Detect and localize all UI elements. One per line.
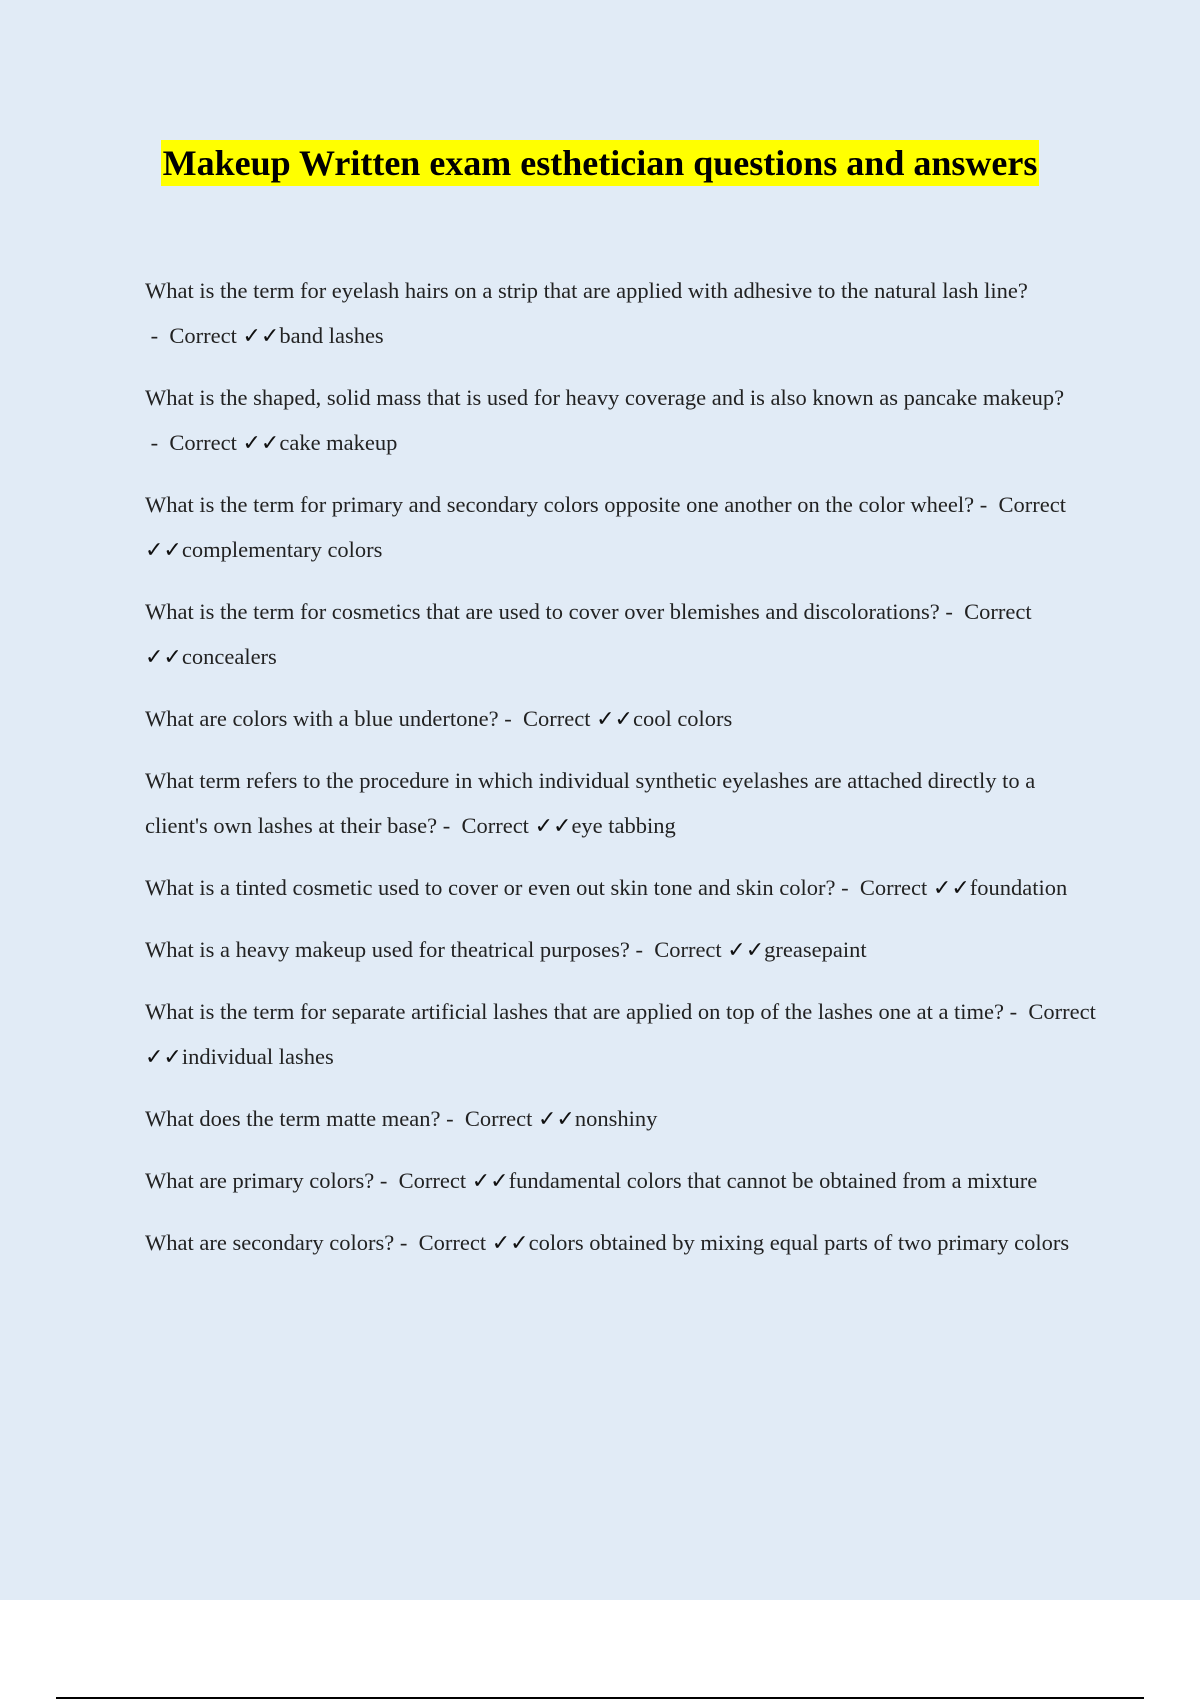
qa-list	[145, 268, 1100, 1282]
answer-text: greasepaint	[764, 937, 867, 962]
answer-text: fundamental colors that cannot be obtained from a mixture	[508, 1168, 1038, 1193]
double-check-icon: ✓✓	[491, 1231, 529, 1256]
question-text: What is the term for primary and secondary colors opposite one another on the color wheel?	[145, 492, 975, 517]
correct-label: Correct	[169, 430, 237, 455]
separator: -	[394, 1230, 419, 1255]
double-check-icon: ✓✓	[242, 324, 280, 349]
qa-item	[145, 1220, 1100, 1266]
separator: -	[629, 937, 655, 962]
correct-label: Correct	[461, 813, 529, 838]
qa-item	[145, 865, 1100, 911]
separator: -	[835, 875, 860, 900]
answer-text: eye tabbing	[571, 813, 676, 838]
double-check-icon: ✓✓	[145, 538, 182, 563]
title-container	[0, 140, 1200, 186]
question-text: What does the term matte mean?	[145, 1106, 441, 1131]
double-check-icon: ✓✓	[537, 1107, 575, 1132]
double-check-icon: ✓✓	[145, 645, 182, 670]
qa-item	[145, 927, 1100, 973]
separator: -	[974, 492, 999, 517]
qa-item	[145, 482, 1100, 573]
qa-item	[145, 268, 1100, 359]
correct-label: Correct	[464, 1106, 533, 1131]
question-text: What is the term for eyelash hairs on a strip that are applied with adhesive to the natural lash line?	[145, 278, 1028, 303]
question-text: What are colors with a blue undertone?	[145, 706, 499, 731]
correct-label: Correct	[398, 1168, 467, 1193]
separator: -	[145, 430, 170, 455]
answer-text: colors obtained by mixing equal parts of two primary colors	[528, 1230, 1070, 1255]
separator: -	[498, 706, 523, 731]
answer-text: cool colors	[632, 706, 733, 731]
qa-item	[145, 589, 1100, 680]
question-text: What is the term for separate artificial lashes that are applied on top of the lashes one at a time?	[145, 999, 1005, 1024]
separator: -	[437, 813, 462, 838]
correct-label: Correct	[859, 875, 928, 900]
answer-text: band lashes	[279, 323, 384, 348]
double-check-icon: ✓✓	[596, 707, 633, 732]
qa-item	[145, 1096, 1100, 1142]
qa-item	[145, 375, 1100, 466]
separator: -	[374, 1168, 399, 1193]
double-check-icon: ✓✓	[727, 938, 765, 963]
double-check-icon: ✓✓	[145, 1045, 182, 1070]
correct-label: Correct	[522, 706, 591, 731]
separator: -	[1004, 999, 1029, 1024]
qa-item	[145, 1158, 1100, 1204]
answer-text: individual lashes	[181, 1044, 334, 1069]
question-text: What are primary colors?	[145, 1168, 375, 1193]
question-text: What is a heavy makeup used for theatrical purposes?	[145, 937, 630, 962]
correct-label: Correct	[418, 1230, 487, 1255]
answer-text: cake makeup	[279, 430, 398, 455]
qa-item	[145, 696, 1100, 742]
answer-text: complementary colors	[181, 537, 383, 562]
correct-label: Correct	[1028, 999, 1096, 1024]
question-text: What is the term for cosmetics that are used to cover over blemishes and discolorations?	[145, 599, 940, 624]
separator: -	[939, 599, 965, 624]
correct-label: Correct	[169, 323, 237, 348]
footer-divider	[56, 1697, 1144, 1699]
qa-item	[145, 758, 1100, 849]
question-text: What are secondary colors?	[145, 1230, 395, 1255]
question-text: What term refers to the procedure in which individual synthetic eyelashes are attached directly to a client's own lashes at their base?	[145, 768, 1036, 838]
double-check-icon: ✓✓	[471, 1169, 509, 1194]
answer-text: foundation	[969, 875, 1068, 900]
correct-label: Correct	[654, 937, 722, 962]
question-text: What is the shaped, solid mass that is used for heavy coverage and is also known as pancake makeup?	[145, 385, 1065, 410]
document-title: Makeup Written exam esthetician questions and answers	[161, 140, 1040, 186]
answer-text: concealers	[181, 644, 277, 669]
answer-text: nonshiny	[574, 1106, 658, 1131]
separator: -	[145, 323, 170, 348]
correct-label: Correct	[998, 492, 1066, 517]
double-check-icon: ✓✓	[534, 814, 572, 839]
correct-label: Correct	[964, 599, 1032, 624]
separator: -	[440, 1106, 465, 1131]
double-check-icon: ✓✓	[932, 876, 970, 901]
question-text: What is a tinted cosmetic used to cover or even out skin tone and skin color?	[145, 875, 836, 900]
qa-item	[145, 989, 1100, 1080]
double-check-icon: ✓✓	[242, 431, 280, 456]
